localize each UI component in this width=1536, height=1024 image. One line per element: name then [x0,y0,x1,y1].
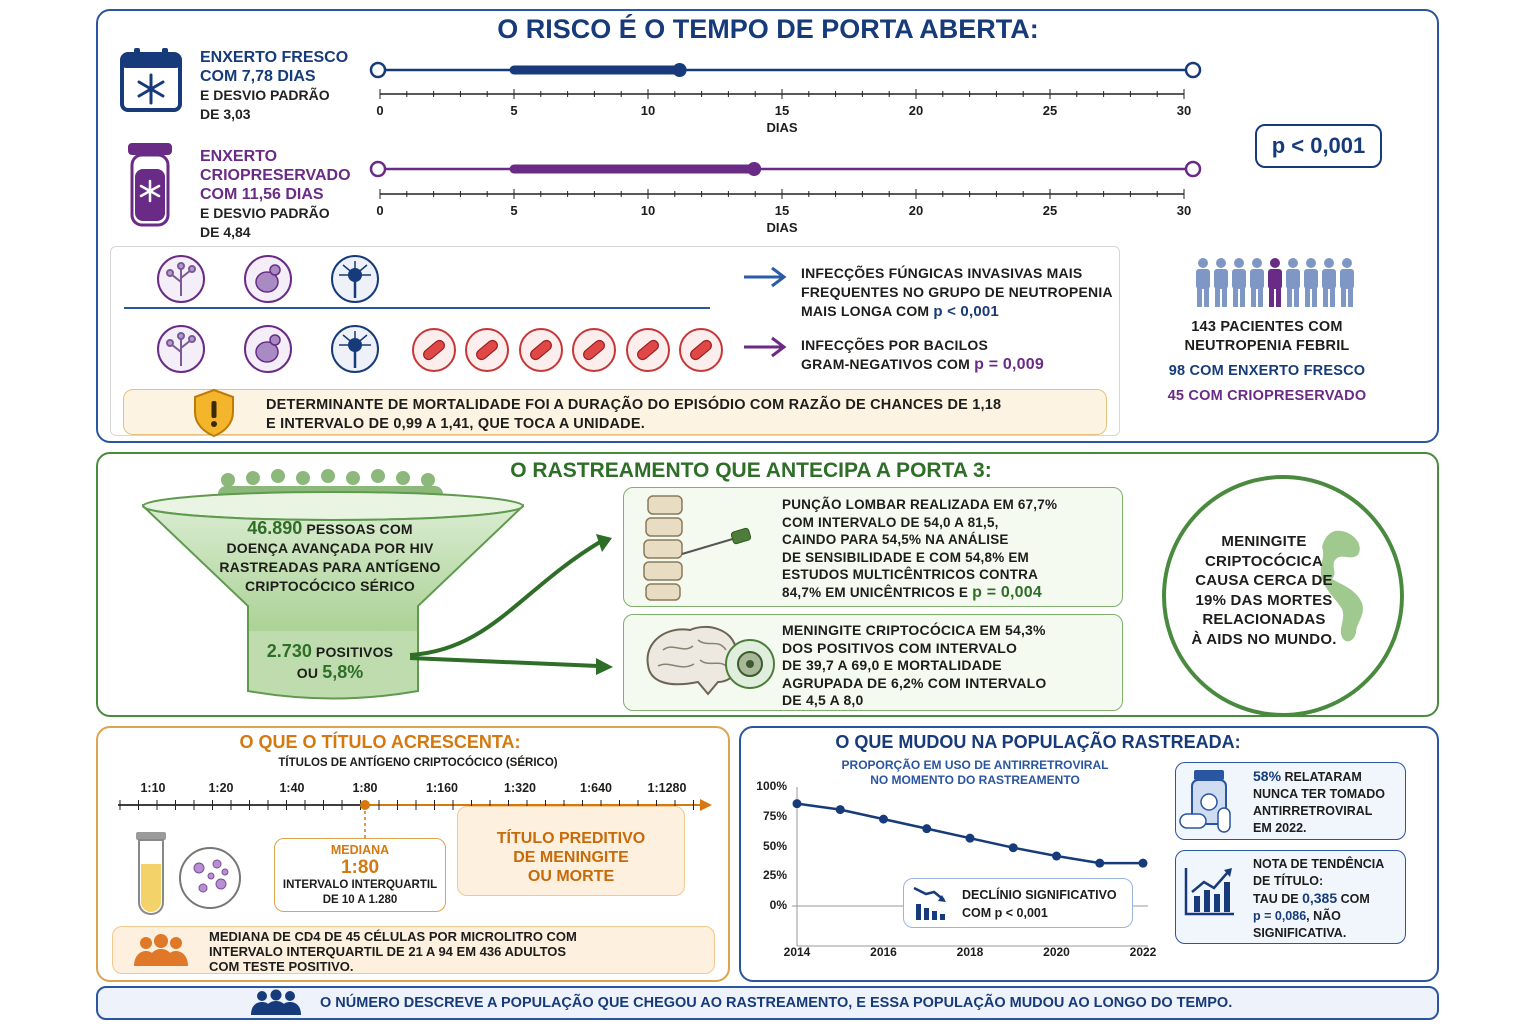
globe-text [1176,532,1352,649]
titer-trend-text [1253,856,1384,942]
positives-count: 2.730 [266,641,312,661]
person-icon [1230,257,1248,309]
never-art-text [1253,768,1385,837]
meningitis-line2: DOS POSITIVOS COM INTERVALO [782,639,1018,656]
fungal-infections-text [801,264,1113,321]
predictive-titer-text [457,829,685,886]
person-icon [1338,257,1356,309]
days-tick-label: 20 [908,103,924,118]
person-icon [1194,257,1212,309]
art-data-point [1139,859,1148,868]
pill-bottle-icon [1180,770,1236,834]
population-panel-title: O QUE MUDOU NA POPULAÇÃO RASTREADA: [835,732,1241,752]
cd4-line3: COM TESTE POSITIVO. [209,959,354,974]
chart-y-tick-label: 100% [756,779,787,793]
titer-tick-label: 1:1280 [647,781,687,795]
titer-tick-label: 1:320 [504,781,536,795]
globe-line5: RELACIONADAS [1202,611,1326,628]
screened-line3: RASTREADAS PARA ANTÍGENO [219,559,441,575]
globe-line6: À AIDS NO MUNDO. [1191,630,1337,648]
trend-line3c: COM [1337,892,1370,906]
titer-axis-arrow [700,799,712,811]
never-art-line3: ANTIRRETROVIRAL [1253,804,1373,818]
days-tick-label: 10 [640,203,656,218]
days-axis-label: DIAS [766,120,798,135]
days-tick-label: 0 [376,103,384,118]
chart-y-tick-label: 75% [762,808,787,823]
lumbar-line2: COM INTERVALO DE 54,0 A 81,5, [782,514,999,530]
never-art-line1: RELATARAM [1281,770,1362,784]
fresh-line3: E DESVIO PADRÃO [200,87,330,103]
trend-pvalue: p = 0,086 [1253,909,1307,923]
days-tick-label: 25 [1042,203,1058,218]
fresh-line2: COM 7,78 DIAS [200,68,316,85]
cryo-mean-marker [747,162,761,176]
median-value: 1:80 [340,857,380,878]
meningitis-line4: AGRUPADA DE 6,2% COM INTERVALO [782,674,1047,691]
cryo-line2: CRIOPRESERVADO [200,167,351,184]
median-iqr-line1: INTERVALO INTERQUARTIL [282,879,438,891]
lumbar-line6: 84,7% EM UNICÊNTRICOS E [782,584,973,600]
titer-tick-label: 1:160 [426,781,458,795]
meningitis-line5: DE 4,5 A 8,0 [782,692,864,708]
lumbar-line4: DE SENSIBILIDADE E COM 54,8% EM [782,549,1029,565]
median-label: MEDIANA [330,843,390,857]
days-tick-label: 15 [774,103,790,118]
globe-line4: 19% DAS MORTES [1195,591,1333,609]
gram-negative-text [801,336,1044,374]
chart-x-tick-label: 2022 [1129,945,1157,959]
positives-percent: 5,8% [322,662,364,682]
patients-line2: NEUTROPENIA FEBRIL [1184,338,1350,354]
titer-tick-label: 1:40 [279,781,305,795]
chart-y-tick-label: 50% [762,838,787,853]
cd4-line2: INTERVALO INTERQUARTIL DE 21 A 94 EM 436 ADULTOS [209,944,567,959]
trend-line5: SIGNIFICATIVA. [1253,926,1347,940]
gram-line1: INFECÇÕES POR BACILOS [801,337,988,353]
fungal-line1: INFECÇÕES FÚNGICAS INVASIVAS MAIS [801,265,1083,281]
art-data-point [836,805,845,814]
positives-or: OU [296,665,323,681]
days-tick-label: 30 [1176,103,1192,118]
predictive-line3: OU MORTE [527,868,615,885]
arrow-right-icon [744,336,790,358]
cryo-line5: DE 4,84 [200,224,251,240]
decline-text [962,886,1117,922]
cryo-line3: COM 11,56 DIAS [200,186,324,203]
chart-x-tick-label: 2016 [870,945,897,959]
art-data-point [1095,859,1104,868]
meningitis-line3: DE 39,7 A 69,0 E MORTALIDADE [782,657,1002,673]
lumbar-text [782,496,1057,601]
pvalue-badge: p < 0,001 [1255,124,1382,168]
trend-line3a: TAU DE [1253,892,1303,906]
person-icon [1248,257,1266,309]
art-data-point [793,799,802,808]
screening-panel-title: O RASTREAMENTO QUE ANTECIPA A PORTA 3: [510,459,992,482]
person-icon [1266,257,1284,309]
chart-y-tick-label: 0% [769,898,787,912]
globe-line1: MENINGITE [1221,533,1307,550]
days-tick-label: 10 [640,103,656,118]
chart-x-tick-label: 2014 [783,945,811,959]
gram-line2: GRAM-NEGATIVOS COM [801,356,975,372]
art-series-line [797,804,1143,864]
chart-x-tick-label: 2020 [1043,945,1070,959]
meningitis-text [782,622,1047,710]
art-data-point [922,824,931,833]
screened-count: 46.890 [247,518,303,538]
risk-panel-title: O RISCO É O TEMPO DE PORTA ABERTA: [497,14,1039,44]
lumbar-line1: PUNÇÃO LOMBAR REALIZADA EM 67,7% [782,497,1058,512]
group-people-icon [132,934,190,968]
globe-line2: CRIPTOCÓCICA [1205,552,1323,570]
art-data-point [1052,852,1061,861]
titer-subtitle: TÍTULOS DE ANTÍGENO CRIPTOCÓCICO (SÉRICO) [278,757,558,769]
declining-bars-icon [912,884,950,922]
art-use-line-chart [740,770,1180,970]
group-people-icon [250,990,302,1016]
timeline-end-marker [1186,162,1200,176]
trend-chart-icon [1184,866,1236,918]
mortality-line1: DETERMINANTE DE MORTALIDADE FOI A DURAÇÃO DO EPISÓDIO COM RAZÃO DE CHANCES DE 1,18 [266,397,1002,413]
patients-line4: 45 COM CRIOPRESERVADO [1167,388,1367,404]
chart-y-tick-label: 25% [762,868,787,883]
days-tick-label: 30 [1176,203,1192,218]
cd4-line1: MEDIANA DE CD4 DE 45 CÉLULAS POR MICROLITRO COM [209,929,577,944]
fungal-pvalue: p < 0,001 [933,303,999,320]
trend-line4b: , NÃO [1306,909,1341,923]
cryo-line1: ENXERTO [200,148,278,165]
chart-title-line2: NO MOMENTO DO RASTREAMENTO [870,773,1080,787]
footer-text: O NÚMERO DESCREVE A POPULAÇÃO QUE CHEGOU AO RASTREAMENTO, E ESSA POPULAÇÃO MUDOU AO LONGO DO TEMPO. [320,995,1233,1011]
trend-line1: NOTA DE TENDÊNCIA [1253,857,1385,871]
titer-panel-title: O QUE O TÍTULO ACRESCENTA: [239,732,521,752]
titer-axis-line [0,0,740,830]
meningitis-line1: MENINGITE CRIPTOCÓCICA EM 54,3% [782,622,1046,638]
trend-tau: 0,385 [1302,890,1338,906]
median-titer-text [274,842,446,908]
timeline-end-marker [1186,63,1200,77]
never-art-line4: EM 2022. [1253,821,1307,835]
globe-line3: CAUSA CERCA DE [1195,572,1333,589]
fresh-line4: DE 3,03 [200,106,251,122]
art-data-point [879,815,888,824]
days-tick-label: 20 [908,203,924,218]
gram-pvalue: p = 0,009 [974,356,1044,373]
fresh-line1: ENXERTO FRESCO [200,49,349,66]
days-tick-label: 5 [510,103,518,118]
lumbar-line5: ESTUDOS MULTICÊNTRICOS CONTRA [782,567,1039,582]
trend-line2: DE TÍTULO: [1253,874,1324,888]
days-axis-label: DIAS [766,220,798,235]
decline-line2: COM p < 0,001 [962,906,1048,920]
predictive-line2: DE MENINGITE [513,849,629,866]
patients-summary [1150,318,1384,406]
arrow-right-icon [744,266,790,288]
fungal-line3: MAIS LONGA COM [801,303,934,319]
cryo-line4: E DESVIO PADRÃO [200,205,330,221]
fungal-line2: FREQUENTES NO GRUPO DE NEUTROPENIA [801,284,1113,300]
days-tick-label: 15 [774,203,790,218]
never-art-line2: NUNCA TER TOMADO [1253,787,1385,801]
person-icon [1212,257,1230,309]
titer-tick-label: 1:20 [208,781,234,795]
art-data-point [966,834,975,843]
never-art-percent: 58% [1253,768,1282,784]
days-tick-label: 0 [376,203,384,218]
screened-line4: CRIPTOCÓCICO SÉRICO [244,578,415,594]
screened-line1: PESSOAS COM [302,521,413,537]
mortality-line2: E INTERVALO DE 0,99 A 1,41, QUE TOCA A UNIDADE. [266,416,645,432]
titer-tick-label: 1:10 [140,781,166,795]
cd4-text [209,929,577,974]
lumbar-pvalue: p = 0,004 [972,583,1042,601]
patients-line3: 98 COM ENXERTO FRESCO [1168,363,1366,379]
titer-tick-label: 1:80 [352,781,378,795]
chart-title-line1: PROPORÇÃO EM USO DE ANTIRRETROVIRAL [841,758,1109,772]
days-tick-label: 5 [510,203,518,218]
person-icon [1320,257,1338,309]
chart-x-tick-label: 2018 [956,945,984,959]
person-icon [1284,257,1302,309]
test-tube-icon [135,832,245,916]
screened-line2: DOENÇA AVANÇADA POR HIV [226,540,434,556]
positives-word: POSITIVOS [311,644,394,660]
decline-line1: DECLÍNIO SIGNIFICATIVO [962,888,1117,902]
median-iqr-line2: DE 10 A 1.280 [322,894,398,906]
titer-tick-label: 1:640 [580,781,612,795]
lumbar-line3: CAINDO PARA 54,5% NA ANÁLISE [782,532,1009,547]
days-tick-label: 25 [1042,103,1058,118]
predictive-line1: TÍTULO PREDITIVO [496,830,646,847]
person-icon [1302,257,1320,309]
art-data-point [1009,843,1018,852]
patients-line1: 143 PACIENTES COM [1191,319,1343,335]
